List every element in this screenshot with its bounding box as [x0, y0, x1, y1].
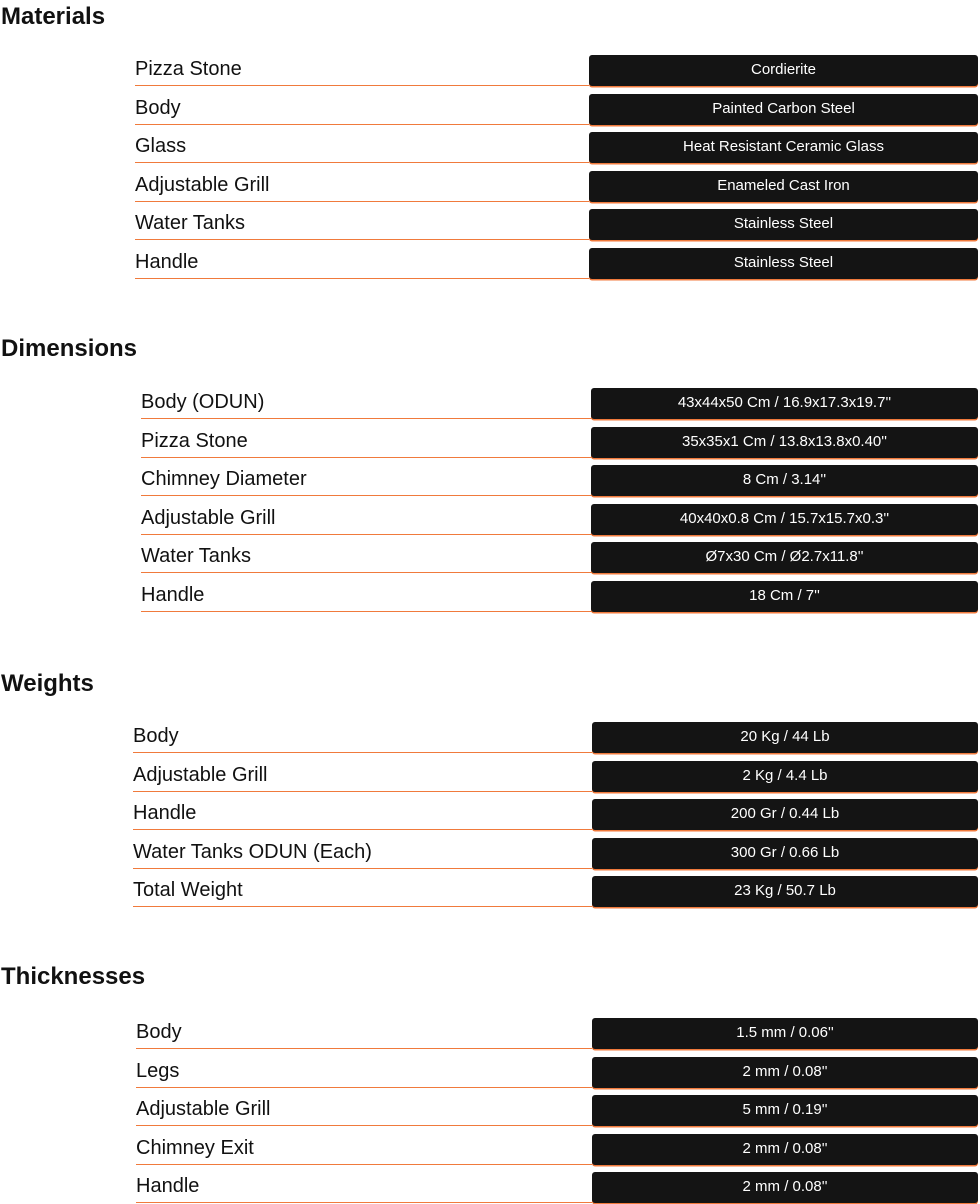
- spec-value: Ø7x30 Cm / Ø2.7x11.8'': [591, 542, 978, 573]
- spec-underline: [141, 572, 592, 573]
- spec-label: Pizza Stone: [135, 58, 242, 80]
- spec-row: [141, 542, 978, 573]
- spec-label: Glass: [135, 135, 187, 157]
- spec-value: 200 Gr / 0.44 Lb: [592, 799, 978, 830]
- spec-row: [141, 427, 978, 458]
- spec-row: [133, 876, 978, 907]
- spec-value: Cordierite: [589, 55, 978, 86]
- spec-value: Stainless Steel: [589, 209, 978, 240]
- spec-value: 18 Cm / 7'': [591, 581, 978, 612]
- spec-value: Enameled Cast Iron: [589, 171, 978, 202]
- spec-label: Body: [135, 97, 181, 119]
- spec-label: Legs: [136, 1060, 180, 1082]
- spec-value: 23 Kg / 50.7 Lb: [592, 876, 978, 907]
- spec-underline: [133, 829, 592, 830]
- spec-label: Water Tanks: [141, 545, 252, 567]
- spec-row: [135, 55, 978, 86]
- spec-row: [136, 1057, 978, 1088]
- spec-row: [136, 1018, 978, 1049]
- spec-label: Total Weight: [133, 879, 243, 901]
- spec-value: 43x44x50 Cm / 16.9x17.3x19.7'': [591, 388, 978, 419]
- spec-row: [135, 132, 978, 163]
- spec-label: Handle: [141, 584, 205, 606]
- spec-row: [136, 1172, 978, 1203]
- spec-row: [136, 1095, 978, 1126]
- spec-underline: [135, 201, 589, 202]
- spec-label: Chimney Diameter: [141, 468, 307, 490]
- spec-row: [141, 388, 978, 419]
- spec-underline: [133, 906, 592, 907]
- spec-value: 1.5 mm / 0.06'': [592, 1018, 978, 1049]
- section-title: Materials: [1, 3, 106, 30]
- section-title: Dimensions: [1, 335, 138, 362]
- spec-label: Adjustable Grill: [136, 1098, 271, 1120]
- spec-label: Handle: [133, 802, 197, 824]
- spec-value: Stainless Steel: [589, 248, 978, 279]
- spec-underline: [136, 1202, 592, 1203]
- spec-underline: [136, 1087, 592, 1088]
- spec-value: 2 mm / 0.08'': [592, 1172, 978, 1203]
- section-title: Thicknesses: [1, 963, 146, 990]
- spec-underline: [141, 457, 592, 458]
- spec-value: 5 mm / 0.19'': [592, 1095, 978, 1126]
- spec-label: Adjustable Grill: [133, 764, 268, 786]
- spec-label: Pizza Stone: [141, 430, 248, 452]
- spec-value: 8 Cm / 3.14'': [591, 465, 978, 496]
- spec-row: [133, 722, 978, 753]
- spec-underline: [135, 278, 589, 279]
- spec-underline: [136, 1164, 592, 1165]
- spec-label: Adjustable Grill: [141, 507, 276, 529]
- spec-label: Handle: [136, 1175, 200, 1197]
- spec-underline: [133, 868, 592, 869]
- spec-label: Body: [133, 725, 179, 747]
- spec-value: 2 Kg / 4.4 Lb: [592, 761, 978, 792]
- spec-label: Water Tanks ODUN (Each): [133, 841, 372, 863]
- spec-underline: [135, 85, 589, 86]
- spec-row: [135, 94, 978, 125]
- spec-row: [136, 1134, 978, 1165]
- spec-label: Body (ODUN): [141, 391, 265, 413]
- spec-underline: [133, 791, 592, 792]
- spec-value: 35x35x1 Cm / 13.8x13.8x0.40'': [591, 427, 978, 458]
- spec-underline: [141, 611, 592, 612]
- spec-label: Handle: [135, 251, 199, 273]
- spec-row: [135, 248, 978, 279]
- spec-label: Adjustable Grill: [135, 174, 270, 196]
- spec-value: 2 mm / 0.08'': [592, 1057, 978, 1088]
- spec-row: [133, 838, 978, 869]
- spec-row: [135, 209, 978, 240]
- spec-underline: [141, 534, 592, 535]
- spec-row: [133, 799, 978, 830]
- spec-value: 40x40x0.8 Cm / 15.7x15.7x0.3'': [591, 504, 978, 535]
- spec-underline: [141, 495, 592, 496]
- spec-value: Heat Resistant Ceramic Glass: [589, 132, 978, 163]
- spec-underline: [135, 162, 589, 163]
- spec-underline: [133, 752, 592, 753]
- spec-value: 20 Kg / 44 Lb: [592, 722, 978, 753]
- spec-underline: [135, 239, 589, 240]
- spec-underline: [141, 418, 592, 419]
- spec-row: [141, 504, 978, 535]
- spec-row: [141, 465, 978, 496]
- spec-row: [135, 171, 978, 202]
- spec-row: [133, 761, 978, 792]
- spec-value: 300 Gr / 0.66 Lb: [592, 838, 978, 869]
- spec-label: Water Tanks: [135, 212, 246, 234]
- spec-row: [141, 581, 978, 612]
- spec-underline: [136, 1048, 592, 1049]
- spec-value: 2 mm / 0.08'': [592, 1134, 978, 1165]
- spec-label: Chimney Exit: [136, 1137, 254, 1159]
- section-title: Weights: [1, 670, 94, 697]
- spec-label: Body: [136, 1021, 182, 1043]
- spec-underline: [136, 1125, 592, 1126]
- spec-value: Painted Carbon Steel: [589, 94, 978, 125]
- spec-underline: [135, 124, 589, 125]
